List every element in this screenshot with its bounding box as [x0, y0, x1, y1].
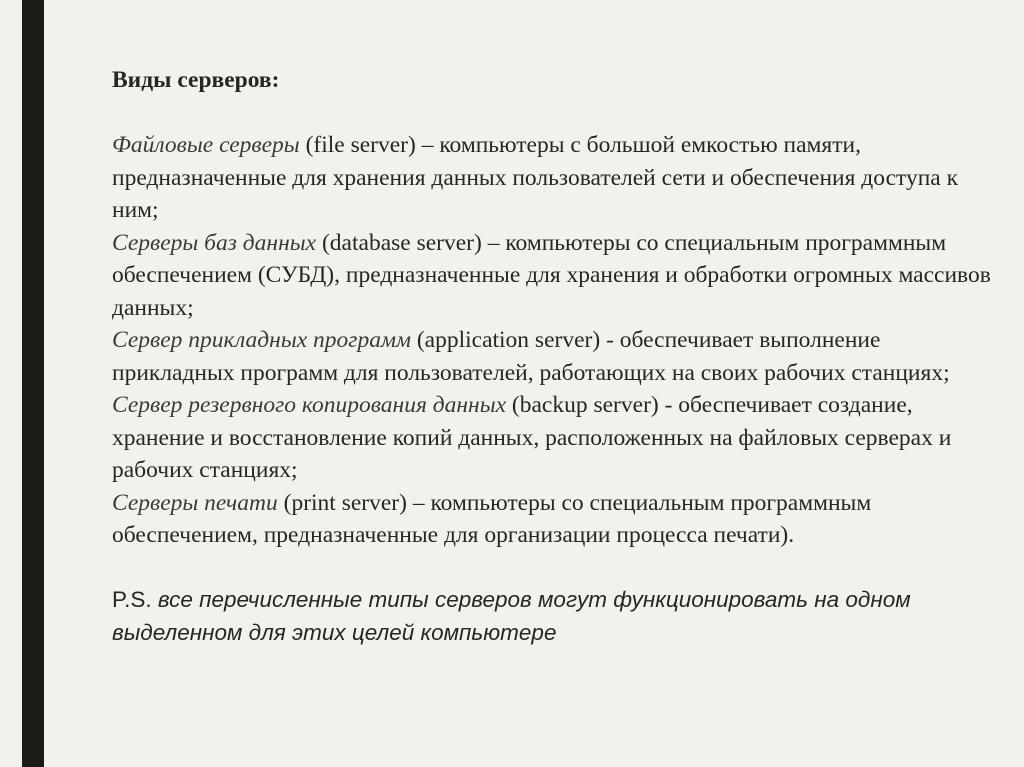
server-type-item-application — [112, 324, 992, 389]
server-type-description: (backup server) - обеспечивает создание, хранение и восстановление копий данных, расположенных на файловых серверах и рабочих станциях; — [112, 392, 952, 483]
server-type-description: (application server) - обеспечивает выполнение прикладных программ для пользователей, работающих на своих рабочих станциях; — [112, 327, 950, 386]
slide-content — [112, 64, 992, 672]
server-type-term: Файловые серверы — [112, 132, 300, 158]
server-type-term: Серверы баз данных — [112, 229, 317, 256]
server-type-item-database — [112, 227, 992, 325]
server-type-description: (file server) – компьютеры с большой емкостью памяти, предназначенные для хранения данных пользователей сети и обеспечения доступа к ним; — [112, 132, 959, 223]
server-type-description: (database server) – компьютеры со специальным программным обеспечением (СУБД), предназначенные для хранения и обработки огромных массивов данных; — [112, 229, 991, 321]
server-type-term: Серверы печати — [112, 489, 278, 516]
left-accent-bar — [22, 0, 44, 767]
server-type-term: Сервер резервного копирования данных — [112, 392, 507, 418]
server-type-term: Сервер прикладных программ — [112, 327, 411, 353]
postscript-note — [112, 584, 992, 649]
slide-heading: Виды серверов: — [112, 67, 280, 93]
spacer — [112, 97, 992, 130]
server-type-item-file — [112, 129, 992, 227]
server-type-item-backup — [112, 389, 992, 487]
postscript-text: все перечисленные типы серверов могут функционировать на одном выделенном для этих целей компьютере — [112, 587, 911, 645]
server-type-item-print — [112, 487, 992, 552]
server-type-description: (print server) – компьютеры со специальным программным обеспечением, предназначенные для организации процесса печати). — [112, 489, 872, 548]
postscript-label: P.S. — [112, 587, 152, 612]
